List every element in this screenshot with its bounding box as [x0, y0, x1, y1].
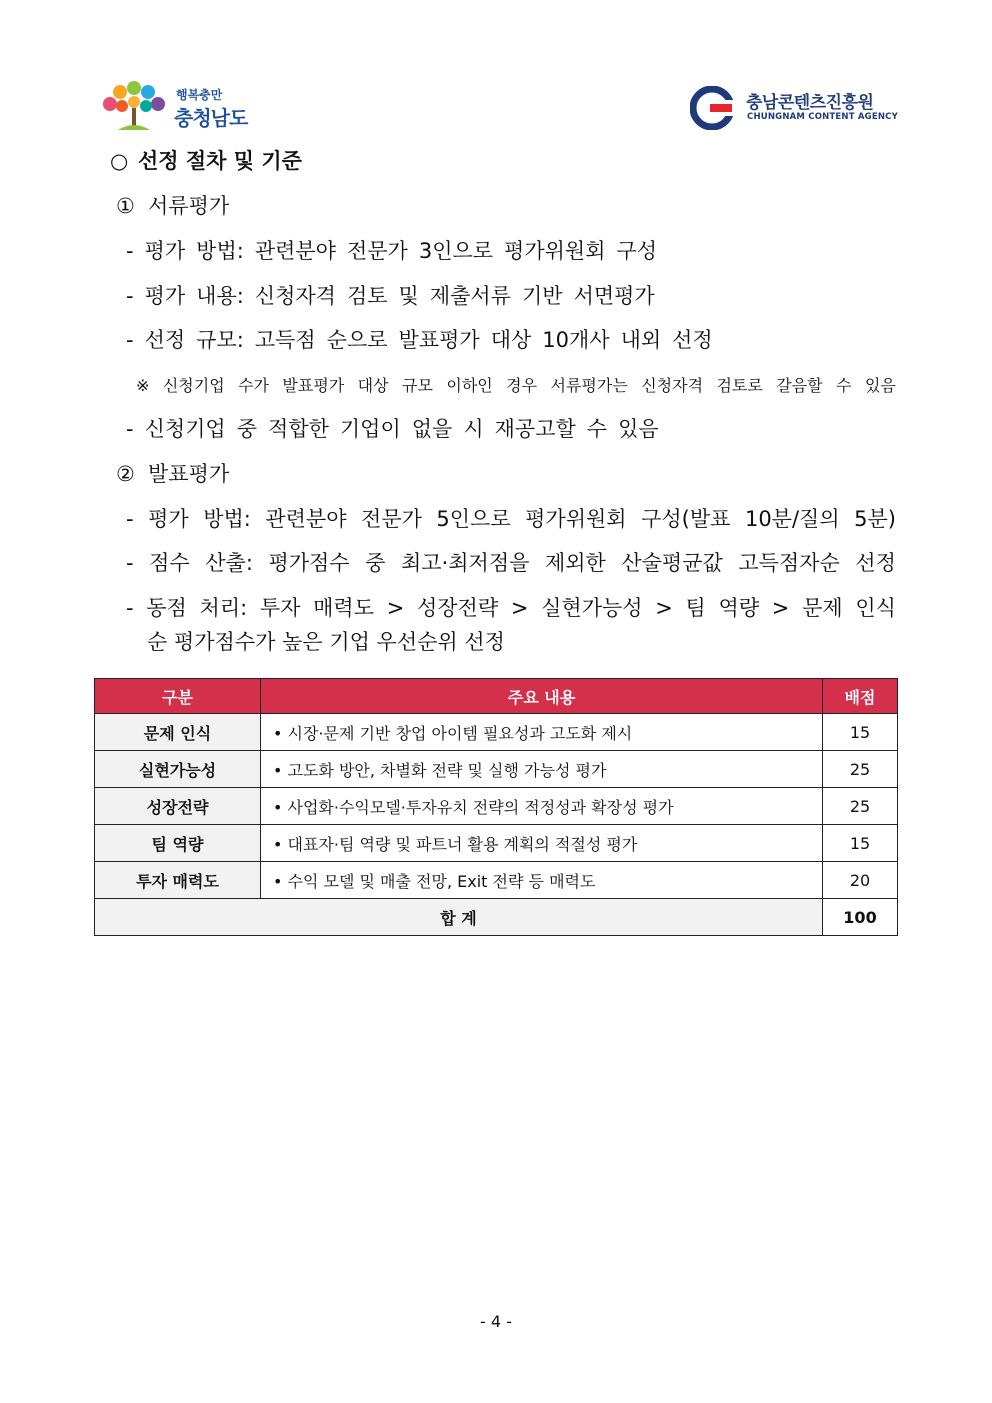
- word: 수: [836, 376, 852, 395]
- word: 5분): [854, 507, 896, 531]
- chungnam-province-logo: [98, 80, 258, 132]
- word: 검토: [346, 284, 388, 308]
- word: 실현가능성: [541, 596, 643, 620]
- logo-province-name: 충청남도: [174, 106, 248, 130]
- total-score: 100: [823, 899, 898, 936]
- word: 기업이: [339, 417, 401, 441]
- agency-name-english: CHUNGNAM CONTENT AGENCY: [747, 112, 898, 122]
- step2-item-tiebreak: [126, 594, 896, 622]
- evaluation-criteria-table: [94, 678, 898, 936]
- word: 5인으로: [436, 507, 511, 531]
- word: 최고·최저점을: [401, 551, 530, 575]
- step1-item-content: [126, 282, 666, 310]
- word: 신청기업: [144, 417, 226, 441]
- word: 경우: [506, 376, 538, 395]
- word: 방법:: [196, 239, 244, 263]
- word: 방법:: [203, 507, 251, 531]
- step1-item-scale: [126, 326, 724, 354]
- word: >: [386, 596, 405, 620]
- word: 내외: [620, 328, 662, 352]
- agency-name-korean: 충남콘텐츠진흥원: [746, 93, 874, 113]
- word: 선정: [855, 551, 896, 575]
- word: 10분/질의: [744, 507, 840, 531]
- step1-note: [136, 372, 896, 400]
- row-score: 25: [823, 751, 898, 788]
- step1-item-method: [126, 237, 668, 265]
- word: 평가점수: [268, 551, 350, 575]
- word: 신청자격: [641, 376, 704, 395]
- word: 중: [365, 551, 386, 575]
- word: 서면평가: [573, 284, 655, 308]
- word: 제출서류: [429, 284, 511, 308]
- step1-heading: [116, 192, 229, 220]
- step1-number: ①: [116, 194, 135, 218]
- table-row: [95, 751, 898, 788]
- header-content: 주요 내용: [261, 679, 823, 714]
- word: 순으로: [326, 328, 388, 352]
- word: 이하인: [446, 376, 493, 395]
- word: 산출:: [205, 551, 253, 575]
- word: 재공고할: [494, 417, 576, 441]
- row-content: • 고도화 방안, 차별화 전략 및 실행 가능성 평가: [261, 751, 823, 788]
- word: 규모:: [196, 328, 244, 352]
- word: 고득점: [254, 328, 316, 352]
- flower-tree-icon: [98, 80, 172, 132]
- word: 있음: [864, 376, 896, 395]
- table-total-row: [95, 899, 898, 936]
- word: 구성: [616, 239, 658, 263]
- table-row: [95, 825, 898, 862]
- header-score: 배점: [823, 679, 898, 714]
- step2-item-scoring: [126, 549, 896, 577]
- row-score: 25: [823, 788, 898, 825]
- word: 매력도: [313, 596, 374, 620]
- word: 3인으로: [418, 239, 494, 263]
- word: 수가: [238, 376, 269, 395]
- table-row: [95, 788, 898, 825]
- word: 산술평균값: [621, 551, 723, 575]
- word: -: [126, 507, 134, 531]
- logo-slogan: 행복충만: [176, 88, 223, 102]
- word: 투자: [259, 596, 301, 620]
- word: 선정: [144, 328, 186, 352]
- word: 기반: [522, 284, 563, 308]
- table-row: [95, 714, 898, 751]
- word: 신청자격: [254, 284, 336, 308]
- word: 서류평가는: [550, 376, 628, 395]
- word: 수: [586, 417, 608, 441]
- section-heading: [110, 147, 302, 175]
- step2-item-method: [126, 505, 896, 533]
- word: 고득점자순: [738, 551, 840, 575]
- word: 발표평가: [398, 328, 480, 352]
- row-category: 투자 매력도: [95, 862, 261, 899]
- word: 점수: [149, 551, 190, 575]
- word: 대상: [357, 376, 389, 395]
- row-category: 성장전략: [95, 788, 261, 825]
- step2-title: 발표평가: [148, 462, 230, 486]
- agency-c-icon: [690, 86, 738, 130]
- word: 제외한: [544, 551, 606, 575]
- word: 팀: [685, 596, 706, 620]
- word: -: [126, 328, 134, 352]
- word: -: [126, 596, 134, 620]
- step2-heading: [116, 460, 229, 488]
- word: 관련분야: [254, 239, 336, 263]
- page-number: - 4 -: [480, 1312, 512, 1331]
- word: 전문가: [361, 507, 422, 531]
- word: -: [126, 417, 134, 441]
- word: 성장전략: [416, 596, 499, 620]
- word: 선정: [672, 328, 713, 352]
- header-category: 구분: [95, 679, 261, 714]
- row-content: • 대표자·팀 역량 및 파트너 활용 계획의 적절성 평가: [261, 825, 823, 862]
- word: 관련분야: [265, 507, 347, 531]
- step1-item-reannounce: [126, 415, 670, 443]
- word: 규모: [402, 376, 433, 395]
- row-score: 15: [823, 825, 898, 862]
- content-agency-logo: [690, 86, 900, 130]
- word: -: [126, 551, 134, 575]
- total-label: 합 계: [95, 899, 823, 936]
- word: 평가: [144, 239, 186, 263]
- step1-title: 서류평가: [148, 194, 230, 218]
- word: -: [126, 239, 134, 263]
- circle-bullet: ○: [110, 149, 129, 173]
- word: 시: [463, 417, 484, 441]
- section-title: 선정 절차 및 기준: [138, 149, 302, 173]
- word: >: [655, 596, 673, 620]
- word: >: [510, 596, 529, 620]
- word: 인식: [855, 596, 896, 620]
- word: -: [126, 284, 134, 308]
- row-category: 실현가능성: [95, 751, 261, 788]
- word: >: [771, 596, 790, 620]
- word: 없을: [411, 417, 453, 441]
- word: 중: [236, 417, 258, 441]
- row-content: • 시장·문제 기반 창업 아이템 필요성과 고도화 제시: [261, 714, 823, 751]
- table-row: [95, 862, 898, 899]
- row-content: • 사업화·수익모델·투자유치 전략의 적정성과 확장성 평가: [261, 788, 823, 825]
- word: 내용:: [196, 284, 244, 308]
- row-score: 15: [823, 714, 898, 751]
- word: 구성(발표: [641, 507, 731, 531]
- row-content: • 수익 모델 및 매출 전망, Exit 전략 등 매력도: [261, 862, 823, 899]
- row-category: 문제 인식: [95, 714, 261, 751]
- word: 평가: [148, 507, 189, 531]
- word: 역량: [718, 596, 760, 620]
- word: 처리:: [199, 596, 248, 620]
- word: 문제: [802, 596, 843, 620]
- word: 평가: [144, 284, 186, 308]
- step2-number: ②: [116, 462, 135, 486]
- word: 전문가: [346, 239, 408, 263]
- word: 및: [398, 284, 419, 308]
- word: ※: [136, 376, 150, 395]
- word: 있음: [618, 417, 659, 441]
- word: 발표평가: [282, 376, 345, 395]
- word: 10개사: [542, 328, 610, 352]
- word: 갈음할: [776, 376, 823, 395]
- row-category: 팀 역량: [95, 825, 261, 862]
- step2-item-tiebreak-continued: 순 평가점수가 높은 기업 우선순위 선정: [147, 630, 505, 654]
- word: 평가위원회: [504, 239, 606, 263]
- word: 신청기업: [162, 376, 225, 395]
- word: 검토로: [716, 376, 763, 395]
- word: 적합한: [268, 417, 329, 441]
- word: 대상: [490, 328, 532, 352]
- word: 동점: [146, 596, 187, 620]
- table-header-row: [95, 679, 898, 714]
- row-score: 20: [823, 862, 898, 899]
- word: 평가위원회: [525, 507, 627, 531]
